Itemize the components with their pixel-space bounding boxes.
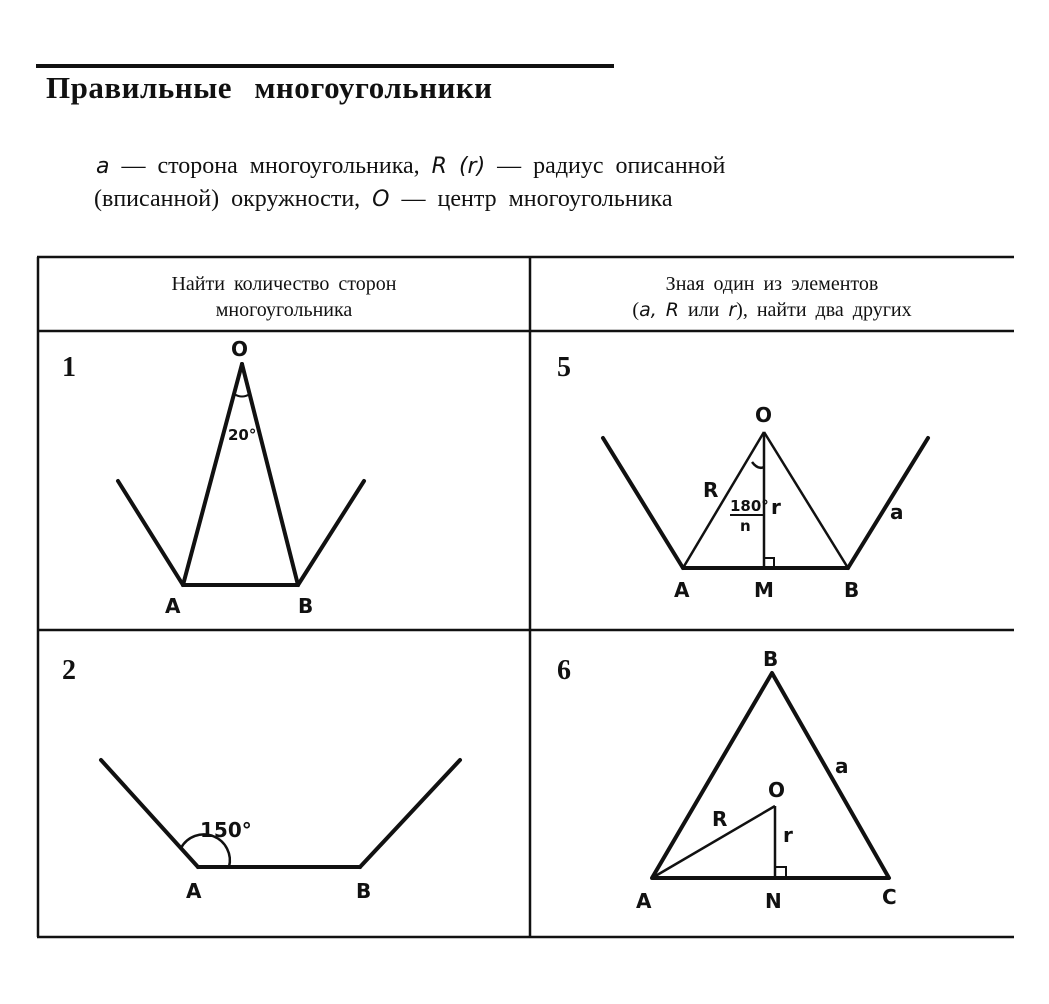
problem-number-5: 5: [557, 352, 571, 383]
page-title: Правильные многоугольники: [46, 70, 493, 105]
symbol-r: (r): [458, 154, 486, 179]
legend-text-4: — центр многоугольника: [389, 186, 673, 212]
legend-text-1: — сторона многоугольника,: [109, 153, 432, 179]
symbol-O: O: [372, 187, 390, 212]
legend-text-2: — радиус описанной: [485, 153, 726, 179]
label-A: A: [674, 578, 690, 602]
fraction-numerator: 180°: [730, 497, 769, 515]
angle-label-150: 150°: [200, 818, 252, 842]
label-A: A: [186, 879, 202, 903]
label-r: r: [783, 823, 793, 847]
label-B: B: [298, 594, 314, 618]
triangle-ABC: [652, 673, 889, 878]
legend-text-3: (вписанной) окружности,: [94, 186, 373, 212]
problem-number-2: 2: [62, 655, 76, 686]
label-R: R: [712, 807, 728, 831]
label-a: a: [835, 754, 849, 778]
fraction-denominator: n: [740, 517, 751, 535]
label-M: M: [754, 578, 774, 602]
label-O: O: [768, 778, 786, 802]
label-A: A: [636, 889, 652, 913]
header-line: Найти количество сторон: [171, 273, 397, 295]
header-line: многоугольника: [215, 299, 353, 321]
angle-label-20: 20°: [228, 426, 257, 444]
label-R: R: [703, 478, 719, 502]
header-line: (a, R или r), найти два других: [632, 299, 912, 321]
label-r: r: [771, 495, 781, 519]
label-N: N: [765, 889, 782, 913]
label-B: B: [844, 578, 860, 602]
symbol-R: R: [665, 299, 679, 321]
label-B: B: [763, 647, 779, 671]
header-line: Зная один из элементов: [665, 273, 879, 295]
label-O: O: [755, 403, 773, 427]
label-A: A: [165, 594, 181, 618]
label-B: B: [356, 879, 372, 903]
symbol-r: r: [728, 299, 737, 321]
symbol-R: R: [431, 154, 447, 179]
symbol-a: a: [96, 154, 110, 179]
label-a: a: [890, 500, 904, 524]
label-C: C: [882, 885, 897, 909]
symbol-a: a,: [639, 299, 657, 321]
problem-number-6: 6: [557, 655, 571, 686]
problem-number-1: 1: [62, 352, 76, 383]
label-O: O: [231, 337, 249, 361]
